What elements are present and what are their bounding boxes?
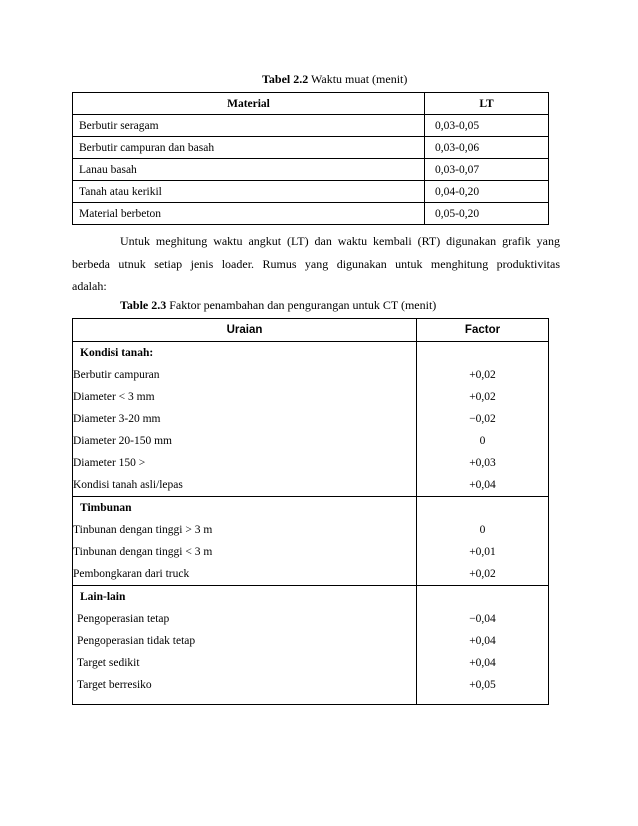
section-title: Kondisi tanah: [73,342,417,365]
table22-caption-title: Waktu muat (menit) [308,72,408,86]
material-cell: Berbutir seragam [73,115,425,137]
material-cell: Material berbeton [73,203,425,225]
factor-cell: +0,02 [417,386,549,408]
section-title: Lain-lain [73,586,417,609]
table22-header-material: Material [73,93,425,115]
table22-header-row [73,93,549,115]
uraian-cell: Diameter 150 > [73,452,417,474]
factor-cell: +0,01 [417,541,549,563]
section-title: Timbunan [73,497,417,520]
paragraph-line: adalah: [72,279,107,293]
uraian-cell: Diameter < 3 mm [73,386,417,408]
table-row [73,364,549,386]
table23 [72,318,549,705]
uraian-cell: Target sedikit [73,652,417,674]
uraian-cell: Diameter 20-150 mm [73,430,417,452]
factor-cell: +0,03 [417,452,549,474]
uraian-cell: Berbutir campuran [73,364,417,386]
table-row [73,519,549,541]
table22 [72,92,549,225]
uraian-cell: Target berresiko [73,674,417,705]
factor-cell: 0 [417,430,549,452]
uraian-cell: Tinbunan dengan tinggi > 3 m [73,519,417,541]
table-row [73,159,549,181]
factor-cell: +0,04 [417,474,549,497]
section-row-kondisi-tanah [73,342,549,365]
material-cell: Tanah atau kerikil [73,181,425,203]
table-row [73,115,549,137]
paragraph-line: berbeda utnuk setiap jenis loader. Rumus yang digunakan untuk menghitung produktivitas [72,256,560,271]
table22-caption [262,72,407,87]
table-row [73,474,549,497]
table23-caption-title: Faktor penambahan dan pengurangan untuk CT (menit) [166,298,437,312]
table22-caption-number: Tabel 2.2 [262,72,309,86]
lt-cell: 0,03-0,06 [425,137,549,159]
table-row [73,203,549,225]
table-row [73,137,549,159]
table-row [73,408,549,430]
factor-cell: −0,02 [417,408,549,430]
body-paragraph [72,230,560,298]
section-row-timbunan [73,497,549,520]
factor-cell: 0 [417,519,549,541]
table-row [73,563,549,586]
table23-header-factor: Factor [417,319,549,342]
table-row [73,630,549,652]
uraian-cell: Tinbunan dengan tinggi < 3 m [73,541,417,563]
section-factor-empty [417,497,549,520]
factor-cell: +0,02 [417,563,549,586]
factor-cell: +0,04 [417,630,549,652]
uraian-cell: Pembongkaran dari truck [73,563,417,586]
section-factor-empty [417,586,549,609]
table-row [73,430,549,452]
lt-cell: 0,03-0,05 [425,115,549,137]
lt-cell: 0,05-0,20 [425,203,549,225]
table23-caption [120,298,436,313]
table-row [73,386,549,408]
uraian-cell: Kondisi tanah asli/lepas [73,474,417,497]
uraian-cell: Diameter 3-20 mm [73,408,417,430]
table23-header-uraian: Uraian [73,319,417,342]
factor-cell: +0,04 [417,652,549,674]
table-row [73,452,549,474]
material-cell: Lanau basah [73,159,425,181]
lt-cell: 0,03-0,07 [425,159,549,181]
factor-cell: +0,05 [417,674,549,705]
factor-cell: −0,04 [417,608,549,630]
uraian-cell: Pengoperasian tetap [73,608,417,630]
section-row-lain-lain [73,586,549,609]
table-row [73,541,549,563]
table23-caption-number: Table 2.3 [120,298,167,312]
table-row [73,608,549,630]
material-cell: Berbutir campuran dan basah [73,137,425,159]
uraian-cell: Pengoperasian tidak tetap [73,630,417,652]
lt-cell: 0,04-0,20 [425,181,549,203]
table-row [73,674,549,705]
paragraph-line: Untuk meghitung waktu angkut (LT) dan waktu kembali (RT) digunakan grafik yang [120,234,560,248]
table-row [73,181,549,203]
section-factor-empty [417,342,549,365]
table23-header-row [73,319,549,342]
table-row [73,652,549,674]
factor-cell: +0,02 [417,364,549,386]
table22-header-lt: LT [425,93,549,115]
